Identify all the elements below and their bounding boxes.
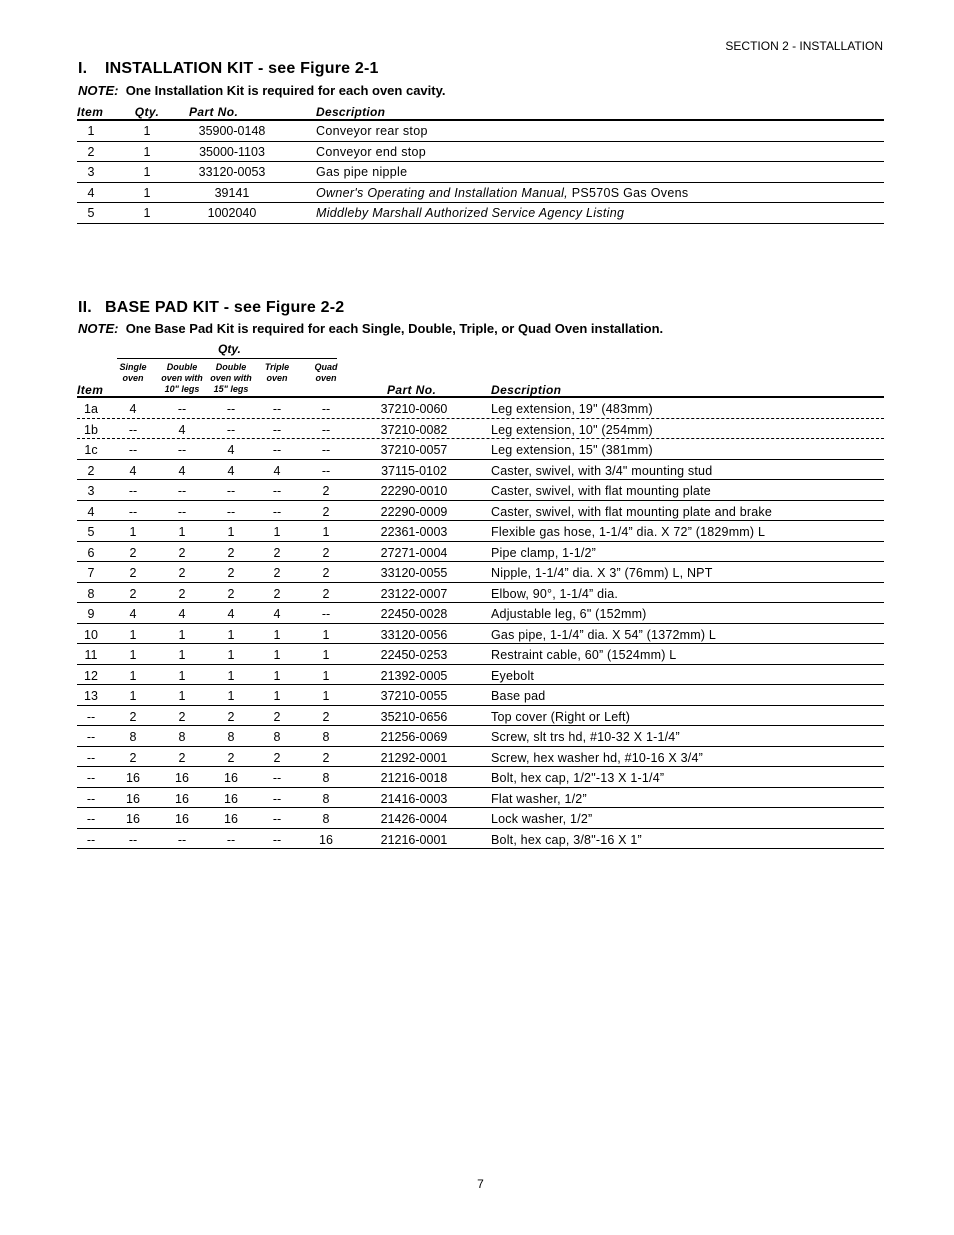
note-text: One Installation Kit is required for each oven cavity. bbox=[125, 83, 446, 98]
qty-cell: 1 bbox=[129, 648, 137, 662]
qty-cell: 4 bbox=[227, 443, 235, 457]
qty-cell: 1 bbox=[129, 627, 137, 642]
qty-header-line: 10" legs bbox=[164, 384, 200, 394]
item-cell: -- bbox=[86, 832, 96, 847]
qty-column-header bbox=[157, 362, 207, 395]
qty-cell: -- bbox=[128, 504, 138, 519]
page-number: 7 bbox=[477, 1177, 484, 1191]
part-number-cell: 33120-0053 bbox=[198, 165, 266, 179]
description-cell: Eyebolt bbox=[491, 668, 535, 683]
qty-cell: -- bbox=[177, 832, 187, 847]
description-cell: Adjustable leg, 6" (152mm) bbox=[491, 607, 647, 621]
table-row bbox=[77, 583, 884, 604]
qty-cell: 4 bbox=[227, 463, 235, 478]
table-row bbox=[77, 183, 884, 204]
qty-cell: 1 bbox=[322, 525, 330, 539]
qty-cell: 16 bbox=[175, 812, 189, 826]
description-text: Gas pipe nipple bbox=[316, 165, 408, 179]
qty-cell: 16 bbox=[175, 791, 189, 806]
qty-cell: -- bbox=[321, 463, 331, 478]
qty-cell: 2 bbox=[273, 545, 281, 560]
running-header: SECTION 2 - INSTALLATION bbox=[725, 39, 883, 53]
col-part: Part No. bbox=[189, 105, 239, 119]
qty-cell: 16 bbox=[224, 812, 238, 826]
qty-cell: 1 bbox=[322, 689, 330, 703]
installation-kit-title bbox=[78, 60, 379, 78]
description-cell: Top cover (Right or Left) bbox=[491, 709, 631, 724]
qty-cell: 1 bbox=[273, 689, 281, 703]
qty-cell: 8 bbox=[227, 730, 235, 744]
part-number-cell: 35000-1103 bbox=[199, 144, 265, 159]
qty-header-line: 15" legs bbox=[213, 384, 249, 394]
qty-cell: -- bbox=[226, 832, 236, 847]
table-row bbox=[77, 203, 884, 224]
qty-cell: 1 bbox=[227, 668, 235, 683]
qty-cell: 1 bbox=[143, 185, 151, 200]
table-row bbox=[77, 747, 884, 768]
description-cell: Screw, hex washer hd, #10-16 X 3/4” bbox=[491, 750, 703, 765]
qty-cell: 4 bbox=[178, 463, 186, 478]
description-cell: Leg extension, 19" (483mm) bbox=[491, 402, 653, 416]
base-pad-kit-title bbox=[78, 299, 344, 317]
part-number-cell: 27271-0004 bbox=[380, 545, 448, 560]
item-cell: 11 bbox=[84, 648, 98, 662]
part-number-cell: 23122-0007 bbox=[380, 586, 448, 601]
part-number-cell: 37210-0060 bbox=[380, 402, 448, 416]
description-italic: Owner's Operating and Installation Manual, bbox=[316, 185, 568, 200]
description-cell: Lock washer, 1/2” bbox=[491, 812, 593, 826]
qty-cell: -- bbox=[272, 832, 282, 847]
description-cell: Caster, swivel, with 3/4" mounting stud bbox=[491, 463, 713, 478]
qty-cell: 4 bbox=[273, 463, 281, 478]
qty-cell: 16 bbox=[126, 771, 140, 785]
qty-cell: 2 bbox=[273, 709, 281, 724]
description-cell: Base pad bbox=[491, 689, 546, 703]
qty-cell: 2 bbox=[322, 750, 330, 765]
part-number-cell: 22290-0009 bbox=[380, 504, 448, 519]
description-cell: Caster, swivel, with flat mounting plate bbox=[491, 484, 711, 498]
table-row bbox=[77, 460, 884, 481]
qty-header-line: Triple bbox=[264, 362, 290, 372]
qty-cell: 2 bbox=[178, 709, 186, 724]
qty-column-header bbox=[108, 362, 158, 384]
description-cell: Gas pipe, 1-1/4” dia. X 54” (1372mm) L bbox=[491, 627, 717, 642]
qty-cell: 1 bbox=[227, 627, 235, 642]
item-cell: 12 bbox=[84, 668, 98, 683]
part-number-cell: 33120-0055 bbox=[380, 566, 448, 580]
description-cell: Screw, slt trs hd, #10-32 X 1-1/4” bbox=[491, 730, 680, 744]
part-number-cell: 35900-0148 bbox=[198, 124, 266, 138]
base-pad-kit-note bbox=[78, 321, 663, 336]
qty-cell: 2 bbox=[227, 566, 235, 580]
table-row bbox=[77, 665, 884, 686]
qty-cell: 16 bbox=[126, 791, 140, 806]
qty-cell: 4 bbox=[129, 607, 137, 621]
qty-cell: 2 bbox=[178, 586, 186, 601]
col-item: Item bbox=[77, 105, 104, 119]
part-number-cell: 37210-0057 bbox=[380, 443, 448, 457]
qty-cell: 16 bbox=[224, 771, 238, 785]
qty-cell: 2 bbox=[273, 750, 281, 765]
part-number-cell: 21216-0001 bbox=[380, 832, 448, 847]
qty-cell: 16 bbox=[319, 832, 333, 847]
part-number-cell: 22450-0028 bbox=[380, 607, 448, 621]
qty-cell: 1 bbox=[227, 689, 235, 703]
qty-cell: 2 bbox=[129, 750, 137, 765]
item-cell: 3 bbox=[87, 484, 95, 498]
qty-cell: 1 bbox=[227, 648, 235, 662]
qty-cell: -- bbox=[177, 484, 187, 498]
item-cell: -- bbox=[86, 791, 96, 806]
table-row bbox=[77, 685, 884, 706]
qty-cell: 2 bbox=[129, 709, 137, 724]
qty-cell: 1 bbox=[178, 689, 186, 703]
qty-cell: 2 bbox=[129, 545, 137, 560]
qty-cell: 1 bbox=[273, 627, 281, 642]
qty-cell: 8 bbox=[178, 730, 186, 744]
table-row bbox=[77, 788, 884, 809]
description-cell: Nipple, 1-1/4” dia. X 3” (76mm) L, NPT bbox=[491, 566, 713, 580]
description-cell bbox=[316, 206, 624, 220]
part-number-cell: 21292-0001 bbox=[380, 750, 448, 765]
qty-cell: 16 bbox=[224, 791, 238, 806]
qty-header-line: oven bbox=[122, 373, 144, 383]
item-cell: -- bbox=[86, 812, 96, 826]
item-cell: 1 bbox=[87, 124, 95, 138]
description-cell: Elbow, 90°, 1-1/4” dia. bbox=[491, 586, 619, 601]
table-row bbox=[77, 419, 884, 440]
col-desc: Description bbox=[491, 383, 562, 397]
table-row bbox=[77, 542, 884, 563]
part-number-cell: 22290-0010 bbox=[380, 484, 448, 498]
qty-cell: 1 bbox=[273, 668, 281, 683]
section-number: I. bbox=[78, 60, 88, 77]
part-number-cell: 33120-0056 bbox=[380, 627, 448, 642]
qty-cell: 8 bbox=[322, 812, 330, 826]
part-number-cell: 21256-0069 bbox=[380, 730, 448, 744]
qty-header-line: Double bbox=[166, 362, 198, 372]
part-number-cell: 22450-0253 bbox=[380, 648, 448, 662]
qty-cell: 16 bbox=[175, 771, 189, 785]
qty-cell: 1 bbox=[129, 689, 137, 703]
table-row bbox=[77, 603, 884, 624]
qty-cell: -- bbox=[272, 791, 282, 806]
part-number-cell: 22361-0003 bbox=[380, 525, 448, 539]
item-cell: 4 bbox=[87, 504, 95, 519]
table-row bbox=[77, 644, 884, 665]
qty-cell: -- bbox=[128, 422, 138, 437]
qty-cell: -- bbox=[177, 402, 187, 416]
qty-cell: -- bbox=[226, 402, 236, 416]
qty-cell: 4 bbox=[129, 463, 137, 478]
qty-cell: -- bbox=[128, 484, 138, 498]
section-title-text: INSTALLATION KIT - see Figure 2-1 bbox=[105, 60, 379, 77]
col-part: Part No. bbox=[387, 383, 437, 397]
part-number-cell: 1002040 bbox=[207, 206, 257, 220]
table-body bbox=[77, 398, 884, 849]
qty-cell: 8 bbox=[273, 730, 281, 744]
table-row bbox=[77, 767, 884, 788]
qty-cell: 2 bbox=[322, 484, 330, 498]
table-row bbox=[77, 706, 884, 727]
qty-cell: -- bbox=[321, 607, 331, 621]
qty-cell: -- bbox=[128, 832, 138, 847]
item-cell: 2 bbox=[87, 144, 95, 159]
qty-cell: 2 bbox=[178, 566, 186, 580]
qty-group-divider bbox=[117, 358, 337, 359]
qty-cell: -- bbox=[272, 402, 282, 416]
qty-cell: 2 bbox=[322, 709, 330, 724]
description-rest: PS570S Gas Ovens bbox=[567, 185, 689, 200]
col-qty: Qty. bbox=[134, 105, 160, 119]
item-cell: -- bbox=[86, 771, 96, 785]
qty-header-line: oven bbox=[266, 373, 288, 383]
qty-cell: 2 bbox=[129, 566, 137, 580]
item-cell: 1c bbox=[84, 443, 98, 457]
qty-cell: 8 bbox=[322, 771, 330, 785]
qty-cell: 1 bbox=[129, 525, 137, 539]
table-row bbox=[77, 562, 884, 583]
part-number-cell: 39141 bbox=[214, 185, 250, 200]
qty-header-line: oven with bbox=[161, 373, 203, 383]
item-cell: 1a bbox=[84, 402, 98, 416]
qty-cell: 2 bbox=[273, 566, 281, 580]
qty-cell: 4 bbox=[227, 607, 235, 621]
description-cell bbox=[316, 165, 407, 179]
qty-cell: 2 bbox=[322, 566, 330, 580]
description-cell: Pipe clamp, 1-1/2” bbox=[491, 545, 597, 560]
table-row bbox=[77, 439, 884, 460]
item-cell: -- bbox=[86, 750, 96, 765]
qty-cell: 2 bbox=[227, 586, 235, 601]
section-title-text: BASE PAD KIT - see Figure 2-2 bbox=[105, 299, 345, 316]
table-row bbox=[77, 162, 884, 183]
table-row bbox=[77, 808, 884, 829]
qty-cell: -- bbox=[177, 443, 187, 457]
qty-cell: 2 bbox=[227, 709, 235, 724]
qty-header-line: Double bbox=[215, 362, 247, 372]
qty-cell: 8 bbox=[129, 730, 137, 744]
description-cell: Restraint cable, 60” (1524mm) L bbox=[491, 648, 677, 662]
qty-column-header bbox=[252, 362, 302, 384]
description-cell: Bolt, hex cap, 1/2"-13 X 1-1/4” bbox=[491, 771, 665, 785]
part-number-cell: 35210-0656 bbox=[380, 709, 448, 724]
item-cell: 9 bbox=[87, 607, 95, 621]
qty-cell: 1 bbox=[143, 206, 151, 220]
qty-header-line: Single bbox=[119, 362, 147, 372]
qty-cell: 8 bbox=[322, 791, 330, 806]
qty-cell: 1 bbox=[322, 668, 330, 683]
qty-cell: 1 bbox=[129, 668, 137, 683]
qty-header-line: Quad bbox=[314, 362, 338, 372]
col-desc: Description bbox=[316, 105, 386, 119]
description-cell: Leg extension, 10" (254mm) bbox=[491, 422, 653, 437]
part-number-cell: 21216-0018 bbox=[380, 771, 448, 785]
note-text: One Base Pad Kit is required for each Single, Double, Triple, or Quad Oven installation. bbox=[125, 321, 664, 336]
description-cell: Caster, swivel, with flat mounting plate and brake bbox=[491, 504, 772, 519]
table-row bbox=[77, 480, 884, 501]
qty-cell: -- bbox=[272, 484, 282, 498]
item-cell: 5 bbox=[87, 206, 95, 220]
description-text: Conveyor rear stop bbox=[316, 124, 428, 138]
description-cell: Bolt, hex cap, 3/8"-16 X 1” bbox=[491, 832, 642, 847]
qty-cell: 1 bbox=[273, 648, 281, 662]
item-cell: 13 bbox=[84, 689, 98, 703]
qty-cell: -- bbox=[128, 443, 138, 457]
qty-column-header bbox=[206, 362, 256, 395]
qty-cell: 2 bbox=[178, 750, 186, 765]
qty-cell: 4 bbox=[273, 607, 281, 621]
description-cell bbox=[316, 145, 426, 159]
table-row bbox=[77, 829, 884, 850]
part-number-cell: 21416-0003 bbox=[380, 791, 448, 806]
part-number-cell: 37115-0102 bbox=[381, 463, 447, 478]
table-row bbox=[77, 726, 884, 747]
qty-cell: -- bbox=[321, 443, 331, 457]
table-row bbox=[77, 398, 884, 419]
description-cell bbox=[316, 124, 428, 138]
qty-cell: 1 bbox=[143, 144, 151, 159]
qty-cell: -- bbox=[272, 812, 282, 826]
qty-column-header bbox=[301, 362, 351, 384]
qty-cell: 2 bbox=[227, 545, 235, 560]
table-row bbox=[77, 624, 884, 645]
qty-cell: 1 bbox=[143, 124, 151, 138]
qty-cell: 1 bbox=[143, 165, 151, 179]
table-row bbox=[77, 501, 884, 522]
qty-header-line: oven bbox=[315, 373, 337, 383]
item-cell: 2 bbox=[87, 463, 95, 478]
item-cell: -- bbox=[86, 709, 96, 724]
part-number-cell: 21392-0005 bbox=[380, 668, 448, 683]
item-cell: 3 bbox=[87, 165, 95, 179]
qty-cell: 1 bbox=[227, 525, 235, 539]
qty-cell: -- bbox=[177, 504, 187, 519]
qty-cell: 1 bbox=[178, 668, 186, 683]
qty-cell: 16 bbox=[126, 812, 140, 826]
item-cell: 10 bbox=[84, 627, 98, 642]
item-cell: 6 bbox=[87, 545, 95, 560]
qty-cell: 2 bbox=[322, 586, 330, 601]
note-label: NOTE: bbox=[78, 321, 119, 336]
qty-cell: 4 bbox=[129, 402, 137, 416]
qty-cell: 4 bbox=[178, 607, 186, 621]
table-row bbox=[77, 142, 884, 163]
qty-cell: -- bbox=[272, 422, 282, 437]
installation-kit-table bbox=[77, 104, 884, 224]
qty-cell: 1 bbox=[178, 525, 186, 539]
qty-cell: 2 bbox=[129, 586, 137, 601]
qty-cell: -- bbox=[226, 422, 236, 437]
description-cell: Leg extension, 15" (381mm) bbox=[491, 443, 653, 457]
part-number-cell: 21426-0004 bbox=[380, 812, 448, 826]
qty-cell: 1 bbox=[322, 627, 330, 642]
installation-kit-note bbox=[78, 83, 445, 98]
table-header bbox=[77, 104, 884, 121]
qty-cell: 2 bbox=[322, 504, 330, 519]
qty-cell: -- bbox=[272, 443, 282, 457]
qty-cell: 8 bbox=[322, 730, 330, 744]
qty-cell: -- bbox=[272, 771, 282, 785]
qty-cell: 2 bbox=[273, 586, 281, 601]
note-label: NOTE: bbox=[78, 83, 119, 98]
qty-group-label: Qty. bbox=[218, 342, 241, 356]
col-item: Item bbox=[77, 383, 104, 397]
qty-cell: 4 bbox=[178, 422, 186, 437]
description-cell: Flat washer, 1/2” bbox=[491, 791, 587, 806]
item-cell: 5 bbox=[87, 525, 95, 539]
description-italic: Middleby Marshall Authorized Service Agency Listing bbox=[316, 206, 625, 220]
description-cell: Flexible gas hose, 1-1/4” dia. X 72” (1829mm) L bbox=[491, 525, 766, 539]
qty-header-line: oven with bbox=[210, 373, 252, 383]
qty-cell: 1 bbox=[178, 648, 186, 662]
qty-cell: -- bbox=[226, 504, 236, 519]
qty-cell: 2 bbox=[322, 545, 330, 560]
qty-cell: 1 bbox=[322, 648, 330, 662]
qty-cell: 1 bbox=[178, 627, 186, 642]
part-number-cell: 37210-0055 bbox=[380, 689, 448, 703]
item-cell: -- bbox=[86, 730, 96, 744]
table-row bbox=[77, 521, 884, 542]
qty-cell: -- bbox=[226, 484, 236, 498]
item-cell: 4 bbox=[87, 185, 95, 200]
part-number-cell: 37210-0082 bbox=[380, 422, 448, 437]
qty-cell: -- bbox=[321, 422, 331, 437]
qty-cell: 1 bbox=[273, 525, 281, 539]
section-number: II. bbox=[78, 299, 92, 316]
item-cell: 1b bbox=[84, 422, 98, 437]
qty-cell: 2 bbox=[227, 750, 235, 765]
table-row bbox=[77, 121, 884, 142]
qty-cell: 2 bbox=[178, 545, 186, 560]
description-cell bbox=[316, 186, 688, 200]
item-cell: 7 bbox=[87, 566, 95, 580]
description-text: Conveyor end stop bbox=[316, 144, 427, 159]
qty-cell: -- bbox=[321, 402, 331, 416]
item-cell: 8 bbox=[87, 586, 95, 601]
table-body bbox=[77, 121, 884, 224]
qty-cell: -- bbox=[272, 504, 282, 519]
